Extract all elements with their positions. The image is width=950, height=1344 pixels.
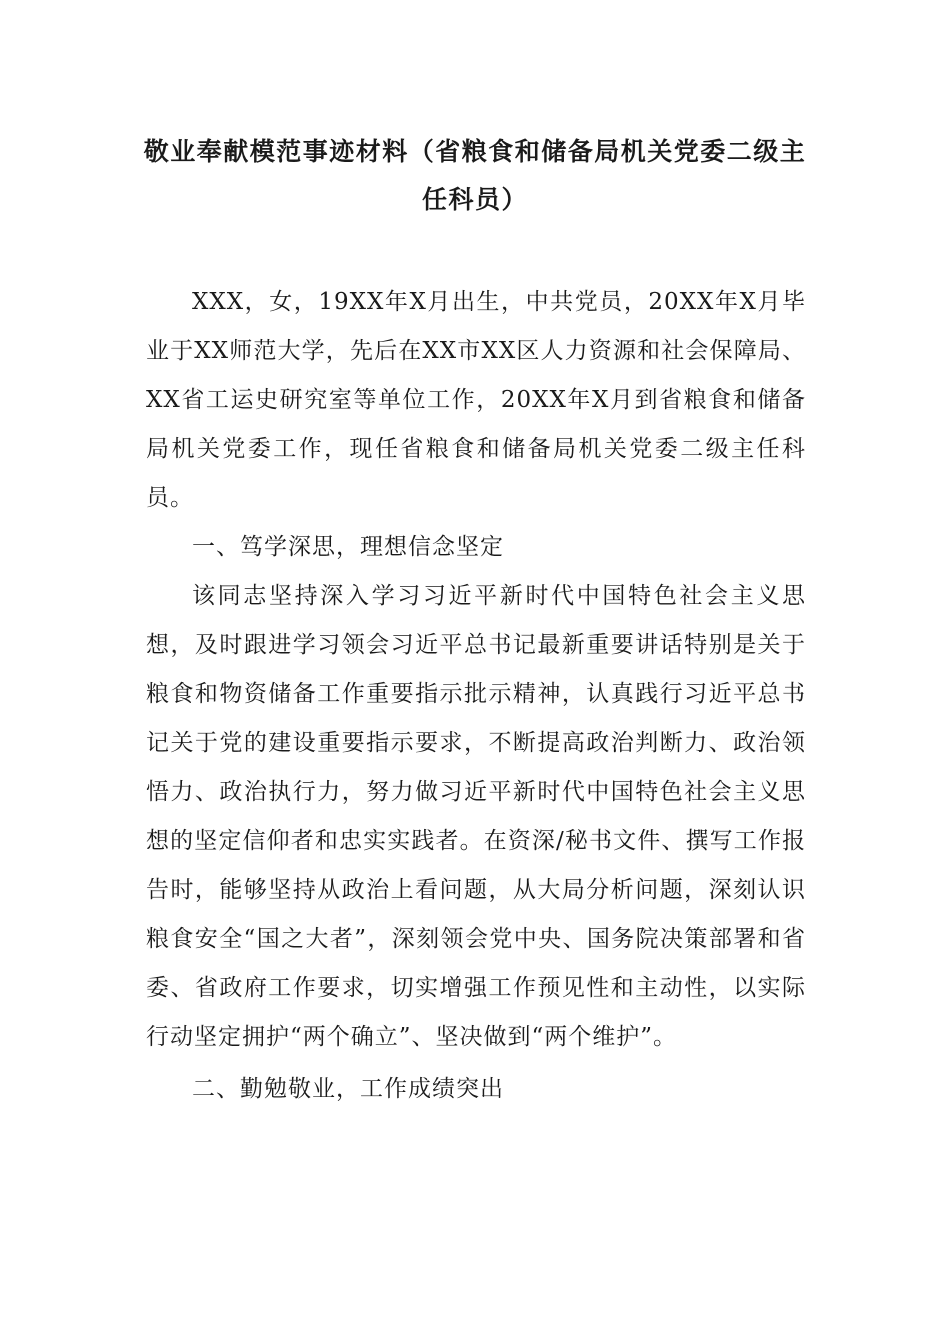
document-title [140, 128, 810, 224]
section-1-paragraph: 该同志坚持深入学习习近平新时代中国特色社会主义思想，及时跟进学习领会习近平总书记最新重要讲话特别是关于粮食和物资储备工作重要指示批示精神，认真践行习近平总书记关于党的建设重要指示要求，不断提高政治判断力、政治领悟力、政治执行力，努力做习近平新时代中国特色社会主义思想的坚定信仰者和忠实实践者。在资深/秘书文件、撰写工作报告时，能够坚持从政治上看问题，从大局分析问题，深刻认识粮食安全“国之大者”，深刻领会党中央、国务院决策部署和省委、省政府工作要求，切实增强工作预见性和主动性，以实际行动坚定拥护“两个确立”、坚决做到“两个维护”。 [146, 583, 806, 1050]
section-heading-1: 一、笃学深思，理想信念坚定 [192, 534, 504, 560]
section-heading-2: 二、勤勉敬业，工作成绩突出 [192, 1076, 504, 1102]
title-line-1: 敬业奉献模范事迹材料（省粮食和储备局机关党委二级主 [143, 137, 807, 166]
title-line-2: 任科员） [421, 185, 528, 214]
document-body [146, 278, 806, 1114]
intro-paragraph: XXX，女，19XX年X月出生，中共党员，20XX年X月毕业于XX师范大学，先后在XX市XX区人力资源和社会保障局、XX省工运史研究室等单位工作，20XX年X月到省粮食和储备局机关党委工作，现任省粮食和储备局机关党委二级主任科员。 [146, 289, 806, 511]
